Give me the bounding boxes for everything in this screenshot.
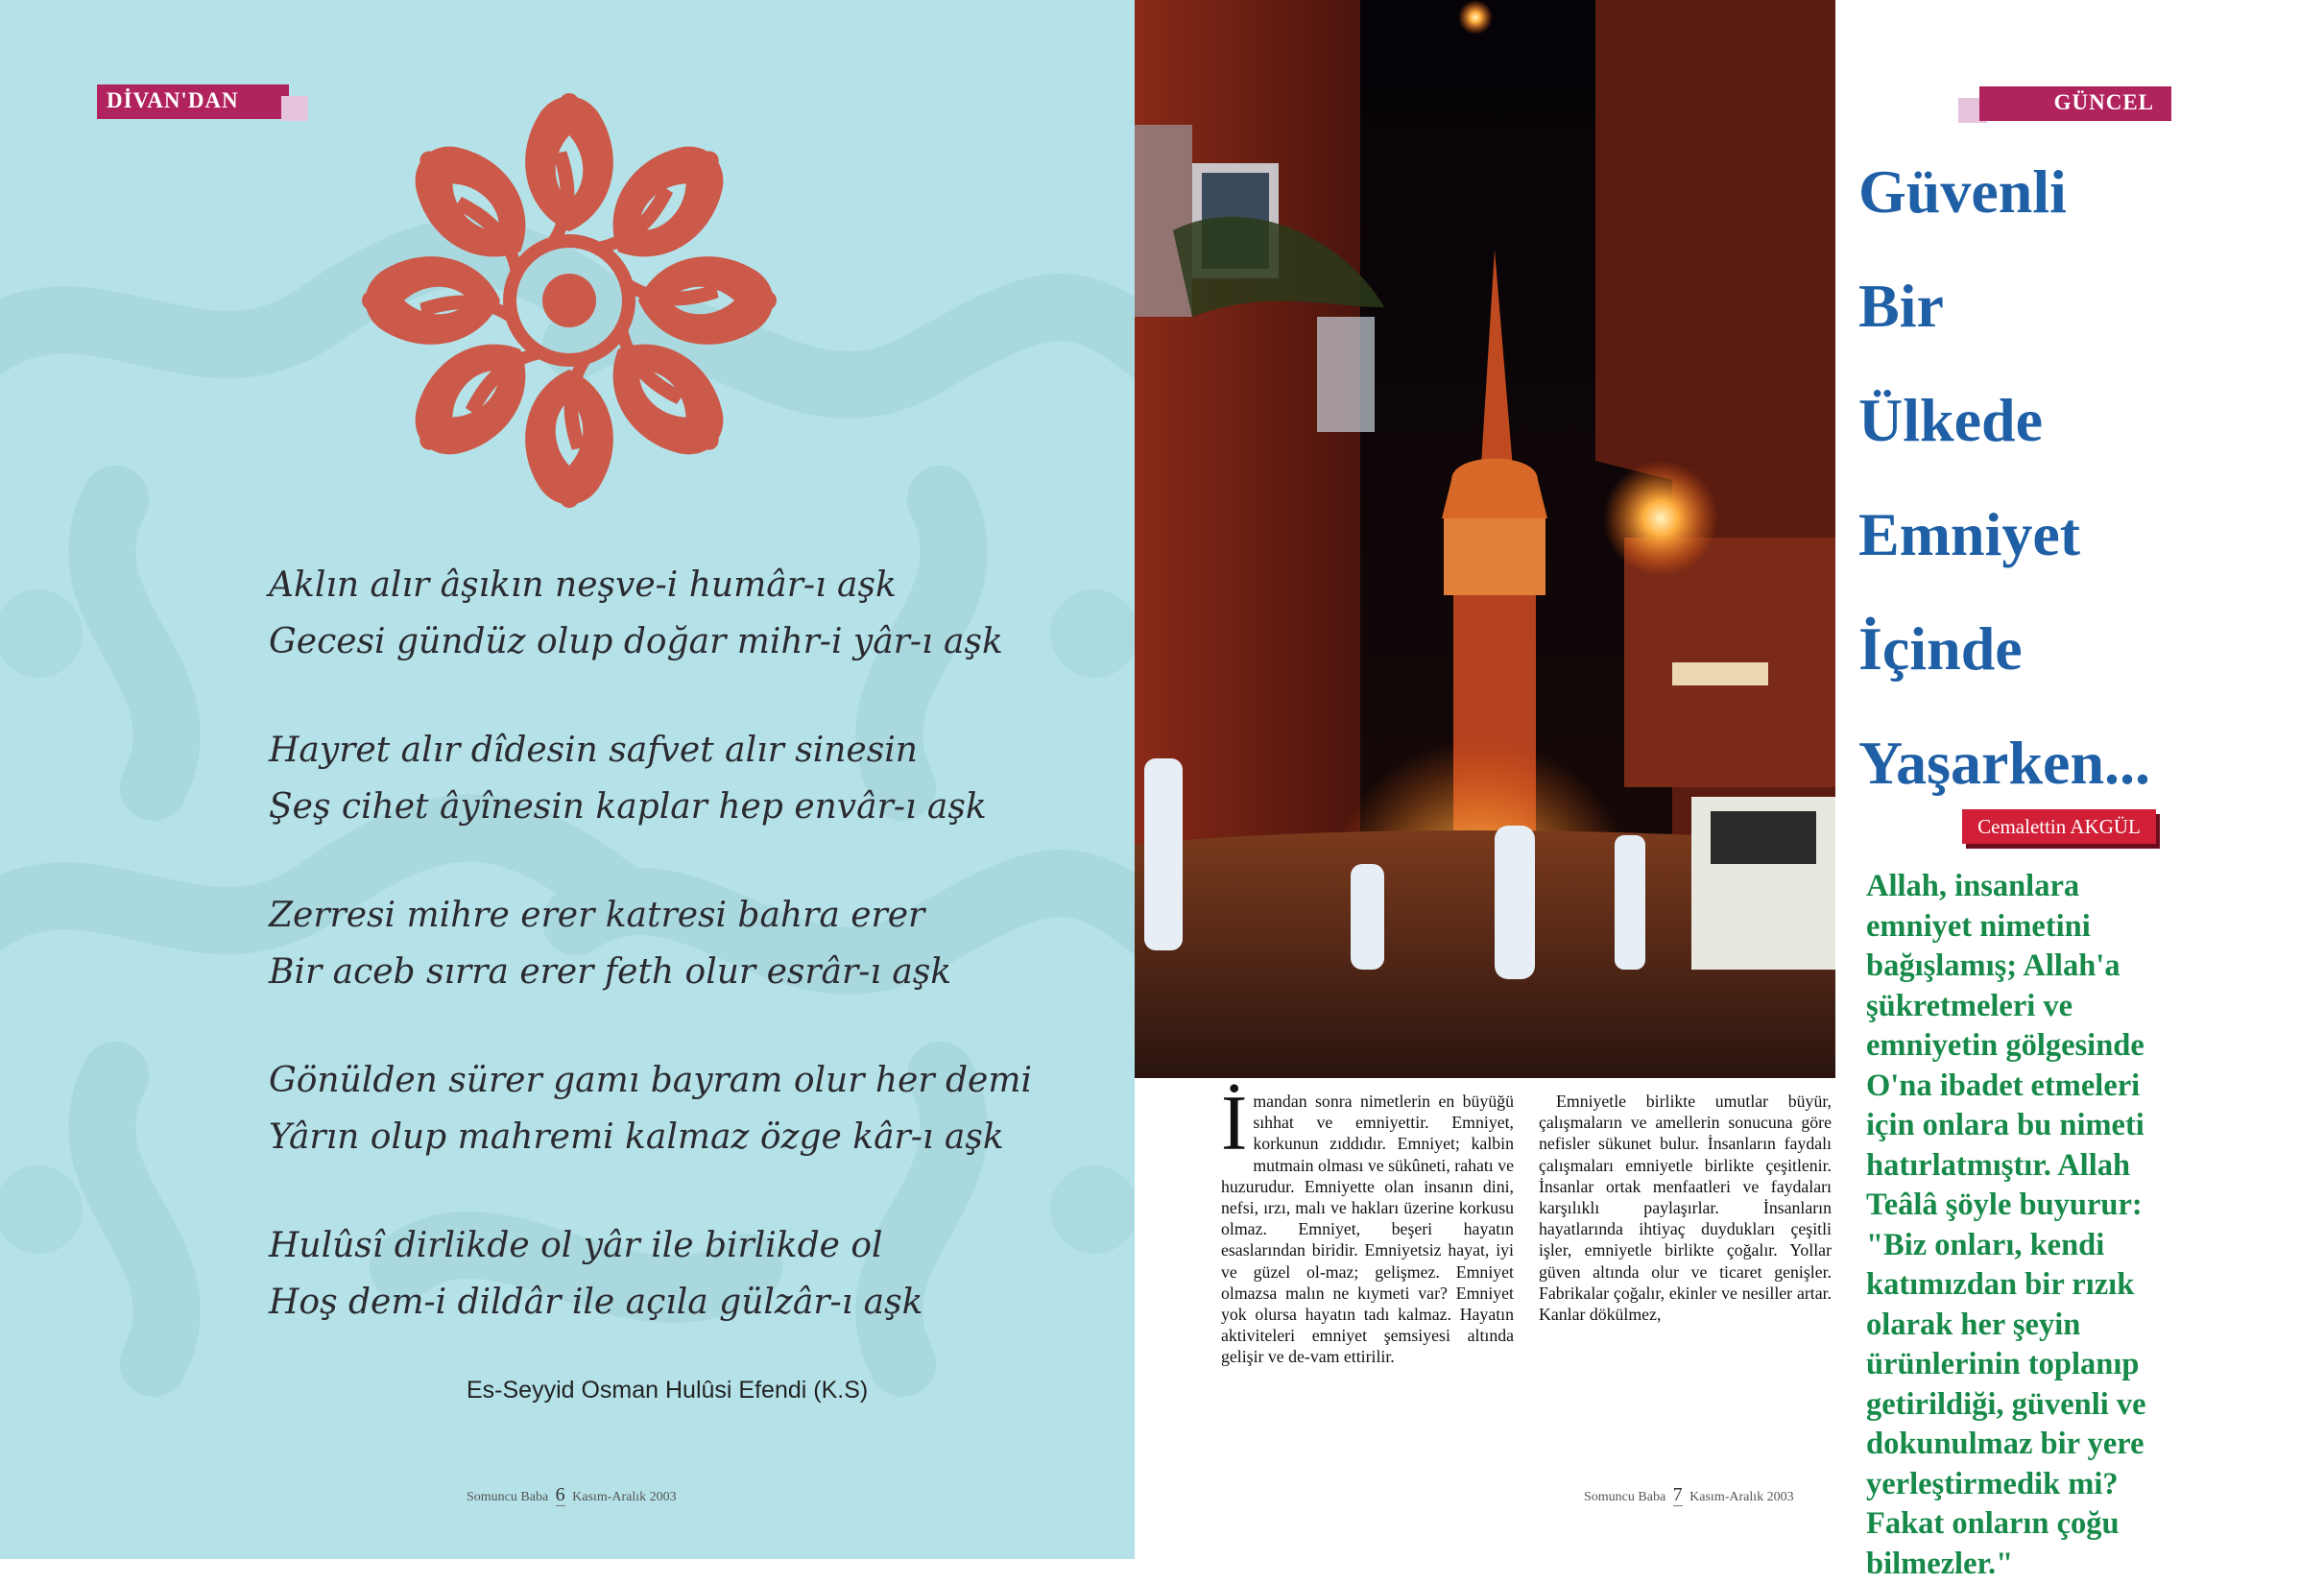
poem-verse: Hulûsî dirlikde ol yâr ile birlikde ol <box>269 1226 883 1265</box>
headline-line: Bir <box>1858 272 1944 340</box>
article-paragraph: İmandan sonra nimetlerin en büyüğü sıhhat ve emniyettir. Emniyet, korkunun zıddıdır. Emniyet; kalbin mutmain olması ve sükûneti, rahatı ve huzurudur. Emniyette olan insanın dini, nefsi, ırzı, malı ve hakları üzerine korkusu olmaz. Emniyet, beşeri hayatın esaslarından biridir. Emniyetsiz hayat, iyi ve güzel ol-maz; gelişmez. Emniyet olmazsa malın ne kıymeti var? Emniyet yok olursa hayatın tadı kalmaz. Hayatın aktiviteleri emniyet şemsiyesi altında gelişir ve de-vam ettirilir. <box>1221 1079 1514 1367</box>
section-tag-label: GÜNCEL <box>2053 90 2154 114</box>
headline-line: Ülkede <box>1858 386 2043 454</box>
footer-magazine: Somuncu Baba <box>467 1490 549 1504</box>
author-byline <box>1962 809 2160 849</box>
section-tag-divandan <box>97 84 308 121</box>
footer-issue: Kasım-Aralık 2003 <box>1689 1490 1794 1504</box>
article-paragraph: Emniyetle birlikte umutlar büyür, çalışmaların ve amellerin sonucuna göre nefisler sükunet bulur. İnsanların faydalı çalışmaları emniyetle birlikte çeşitlenir. İnsanlar ortak menfaatleri ve faydaları karşılıklı paylaşırlar. İnsanların hayatlarında ihtiyaç duydukları çeşitli işler, emniyetle birlikte çoğalır. Yollar güven altında olur ve ticaret genişler. Fabrikalar çoğalır, ekinler ve nesiller artar. Kanlar dökülmez, <box>1539 1092 1832 1325</box>
article-body <box>1221 1079 1832 1455</box>
poem-author: Es-Seyyid Osman Hulûsi Efendi (K.S) <box>467 1377 869 1404</box>
headline-line: İçinde <box>1858 614 2023 683</box>
left-page <box>0 0 1135 1559</box>
poem-stanza <box>269 557 1003 670</box>
poem-verse: Gecesi gündüz olup doğar mihr-i yâr-ı aşk <box>269 622 1003 661</box>
poem-stanza <box>269 1217 998 1331</box>
poem-stanza <box>269 722 998 835</box>
page-footer-right <box>1584 1484 1794 1506</box>
article-headline <box>1858 134 2223 820</box>
page-footer-left <box>467 1484 677 1506</box>
poem-verse: Zerresi mihre erer katresi bahra erer <box>269 896 925 935</box>
footer-magazine: Somuncu Baba <box>1584 1490 1666 1504</box>
lead-quote: Allah, insanlara emniyet nimetini bağışlamış; Allah'a şükretmeleri ve emniyetin gölgesinde O'na ibadet etmeleri için onlara bu nimeti hatırlatmıştır. Allah Teâlâ şöyle buyurur: "Biz onları, kendi katımızdan bir rızık olarak her şeyin ürünlerinin toplanıp getirildiği, güvenli ve dokunulmaz bir yere yerleştirmedik mi? Fakat onların çoğu bilmezler." <box>1866 869 2146 1581</box>
footer-page-number: 7 <box>1672 1484 1683 1505</box>
poem-verse: Yârın olup mahremi kalmaz özge kâr-ı aşk <box>269 1117 1004 1157</box>
galata-tower-night-photo <box>1135 0 1835 1078</box>
poem-stanza <box>269 1052 1032 1165</box>
poem-verse: Hayret alır dîdesin safvet alır sinesin <box>269 731 918 770</box>
headline-line: Emniyet <box>1858 500 2081 568</box>
headline-line: Yaşarken... <box>1858 729 2151 797</box>
rosette-ornament-icon <box>353 84 785 516</box>
poem-verse: Şeş cihet âyînesin kaplar hep envâr-ı aşk <box>269 787 987 827</box>
footer-page-number: 6 <box>555 1484 565 1505</box>
section-tag-label: DİVAN'DAN <box>107 88 239 112</box>
poem <box>269 557 1032 1382</box>
byline-name: Cemalettin AKGÜL <box>1962 809 2156 844</box>
poem-stanza <box>269 887 998 1000</box>
poem-verse: Hoş dem-i dildâr ile açıla gülzâr-ı aşk <box>269 1283 923 1322</box>
headline-line: Güvenli <box>1858 157 2067 226</box>
footer-issue: Kasım-Aralık 2003 <box>572 1490 677 1504</box>
poem-verse: Aklın alır âşıkın neşve-i humâr-ı aşk <box>269 565 897 605</box>
poem-verse: Bir aceb sırra erer feth olur esrâr-ı aşk <box>269 952 952 992</box>
poem-verse: Gönülden sürer gamı bayram olur her demi <box>269 1061 1032 1100</box>
section-tag-guncel <box>1958 86 2171 123</box>
